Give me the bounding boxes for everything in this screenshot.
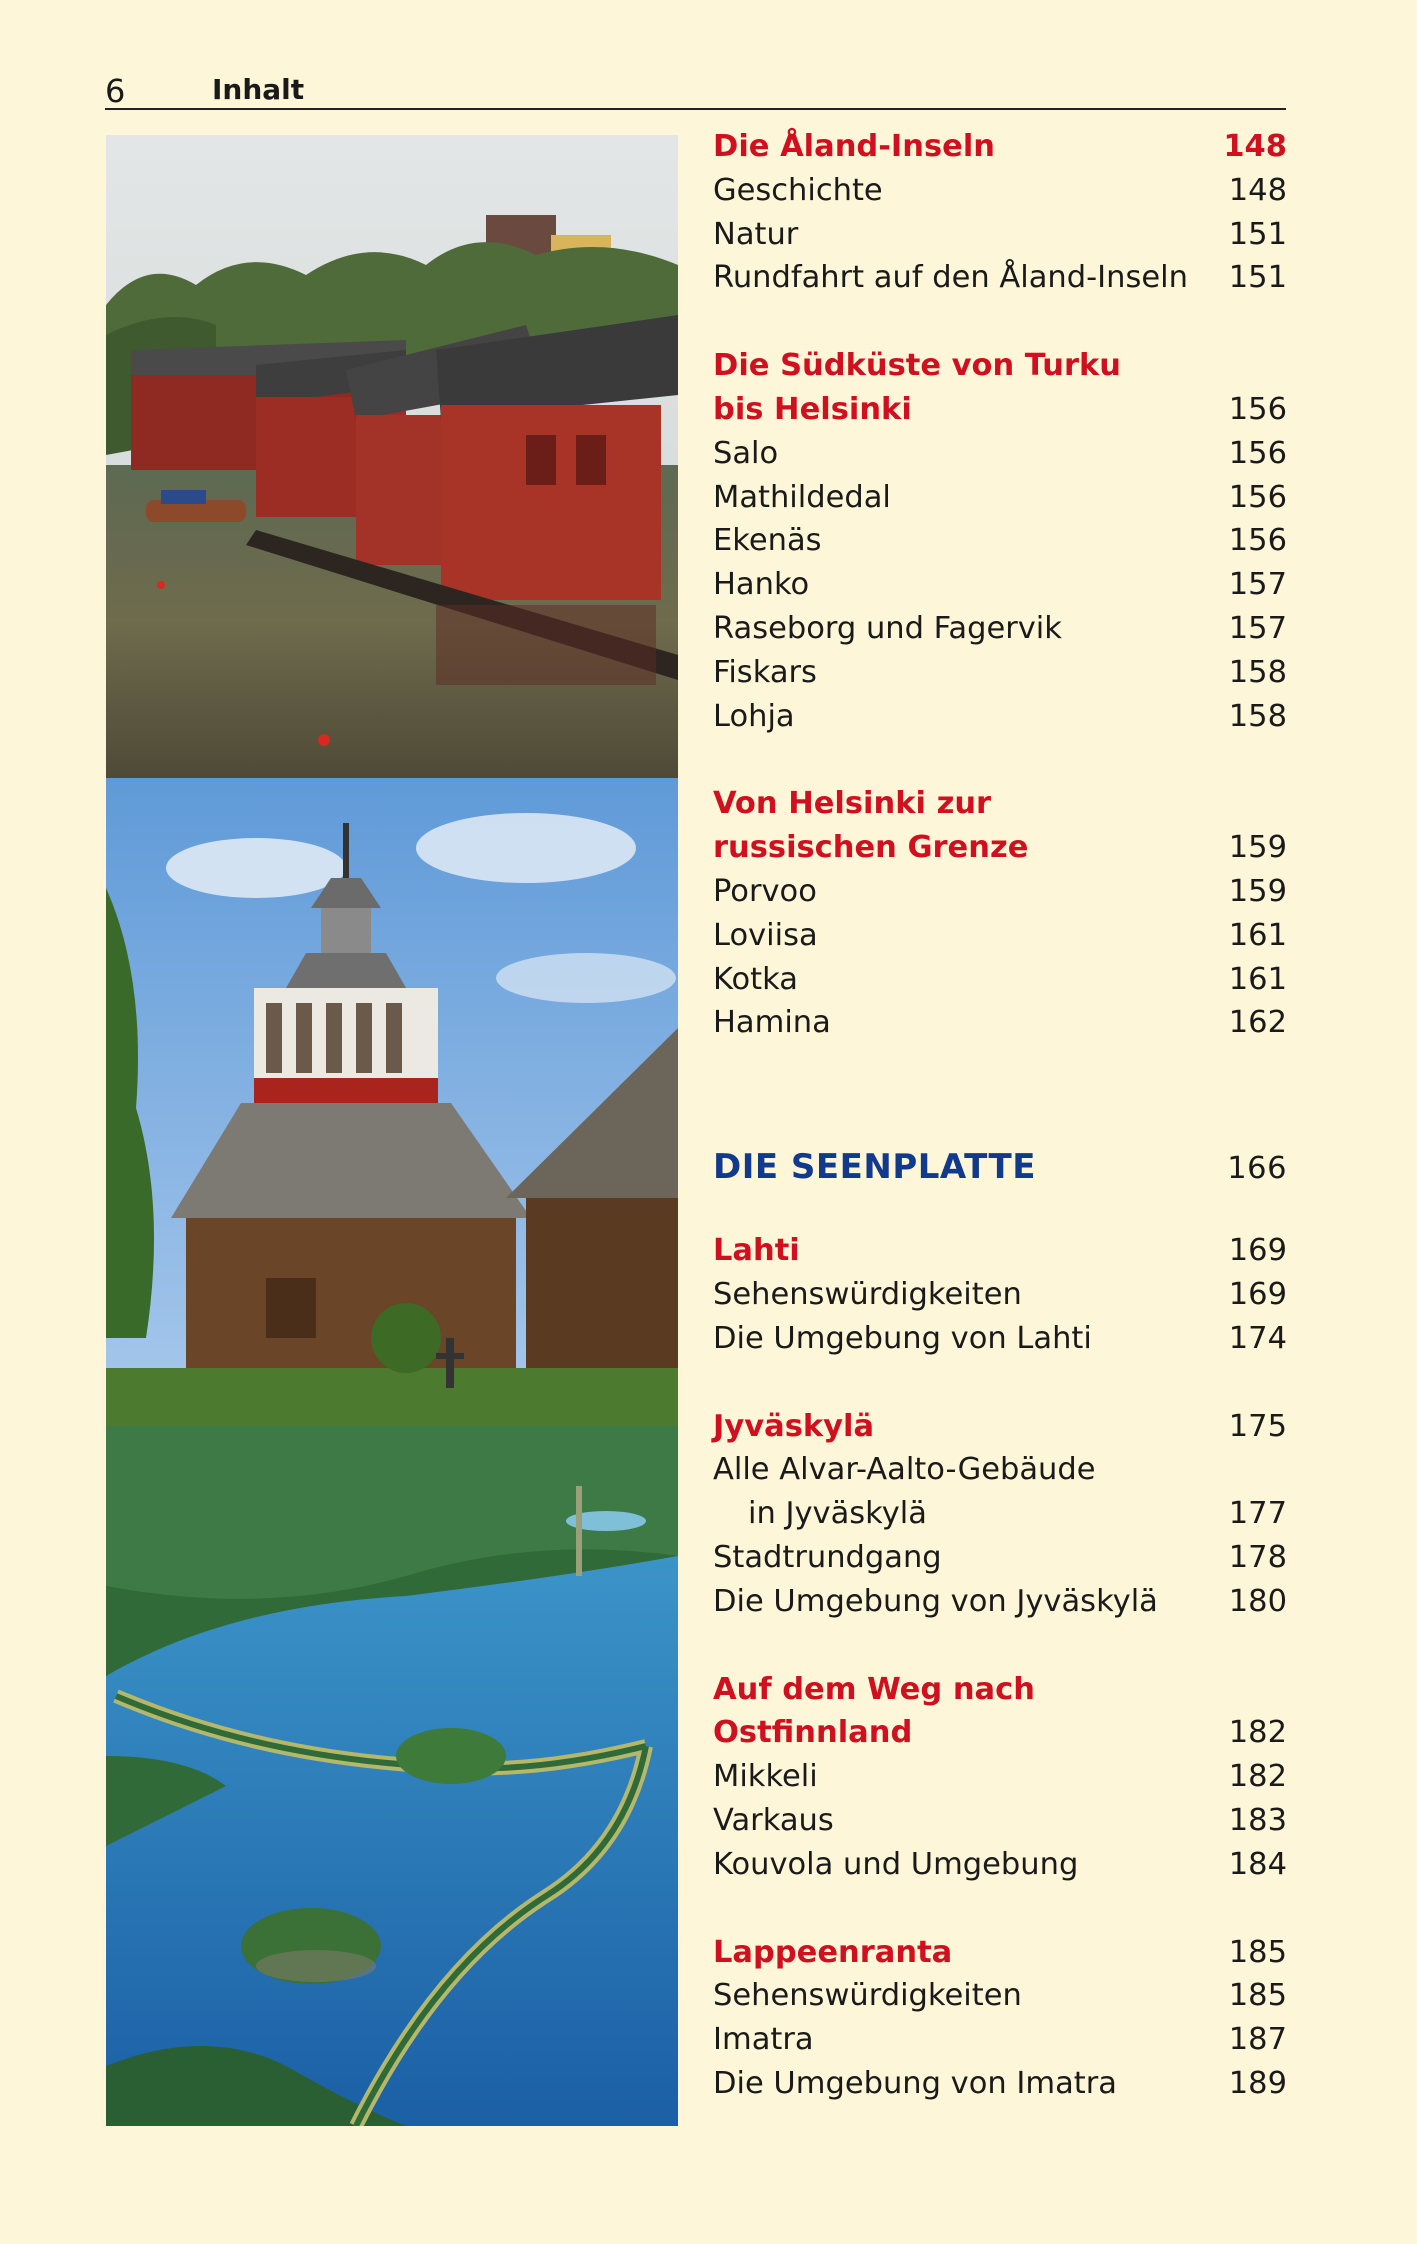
toc-item[interactable]: Hanko 157 [713,567,1287,603]
toc-item[interactable]: Sehenswürdigkeiten 185 [713,1978,1287,2014]
toc-item[interactable]: Mathildedal 156 [713,479,1287,515]
photo-column [106,135,678,2126]
page-header [105,68,1286,110]
toc-heading-suedkueste-line1[interactable]: Die Südküste von Turku [713,348,1121,384]
toc-heading-ostfinnland-line1[interactable]: Auf dem Weg nach [713,1671,1035,1707]
harbor-red-warehouses-photo [106,135,678,778]
toc-item[interactable]: Hamina 162 [713,1005,1287,1041]
toc-item[interactable]: Salo 156 [713,435,1287,471]
toc-item[interactable]: in Jyväskylä 177 [748,1496,1287,1532]
toc-heading-jyvaskyla[interactable]: Jyväskylä 175 [713,1408,1287,1444]
toc-item[interactable]: Rundfahrt auf den Åland-Inseln 151 [713,260,1287,296]
section-title: Inhalt [212,73,305,106]
wooden-bell-tower-church-photo [106,778,678,1426]
toc-item[interactable]: Die Umgebung von Lahti 174 [713,1320,1287,1356]
toc-item[interactable]: Ekenäs 156 [713,523,1287,559]
table-of-contents [713,125,1287,2106]
toc-item[interactable]: Geschichte 148 [713,172,1287,208]
toc-item[interactable]: Die Umgebung von Jyväskylä 180 [713,1583,1287,1619]
toc-heading-ostfinnland-line2[interactable]: Ostfinnland 182 [713,1715,1287,1751]
toc-heading-helsinki-grenze-line1[interactable]: Von Helsinki zur [713,786,992,822]
toc-item[interactable]: Kotka 161 [713,961,1287,997]
toc-item[interactable]: Fiskars 158 [713,654,1287,690]
toc-item[interactable]: Stadtrundgang 178 [713,1539,1287,1575]
toc-item[interactable]: Kouvola und Umgebung 184 [713,1846,1287,1882]
toc-heading-helsinki-grenze-line2[interactable]: russischen Grenze 159 [713,830,1287,866]
toc-item[interactable]: Die Umgebung von Imatra 189 [713,2065,1287,2101]
toc-item[interactable]: Sehenswürdigkeiten 169 [713,1276,1287,1312]
page-number: 6 [105,72,126,110]
toc-item[interactable]: Raseborg und Fagervik 157 [713,610,1287,646]
toc-chapter-seenplatte[interactable]: DIE SEENPLATTE 166 [713,1147,1287,1188]
toc-item[interactable]: Natur 151 [713,216,1287,252]
lake-ridge-road-aerial-photo [106,1426,678,2126]
toc-item[interactable]: Porvoo 159 [713,873,1287,909]
toc-item[interactable]: Varkaus 183 [713,1802,1287,1838]
toc-item[interactable]: Loviisa 161 [713,917,1287,953]
toc-heading-lahti[interactable]: Lahti 169 [713,1233,1287,1269]
toc-item[interactable]: Alle Alvar-Aalto-Gebäude [713,1452,1096,1488]
toc-heading-lappeenranta[interactable]: Lappeenranta 185 [713,1934,1287,1970]
toc-heading-suedkueste-line2[interactable]: bis Helsinki 156 [713,391,1287,427]
toc-item[interactable]: Imatra 187 [713,2022,1287,2058]
toc-item[interactable]: Mikkeli 182 [713,1759,1287,1795]
toc-item[interactable]: Lohja 158 [713,698,1287,734]
toc-heading-aland[interactable]: Die Åland-Inseln 148 [713,129,1287,164]
